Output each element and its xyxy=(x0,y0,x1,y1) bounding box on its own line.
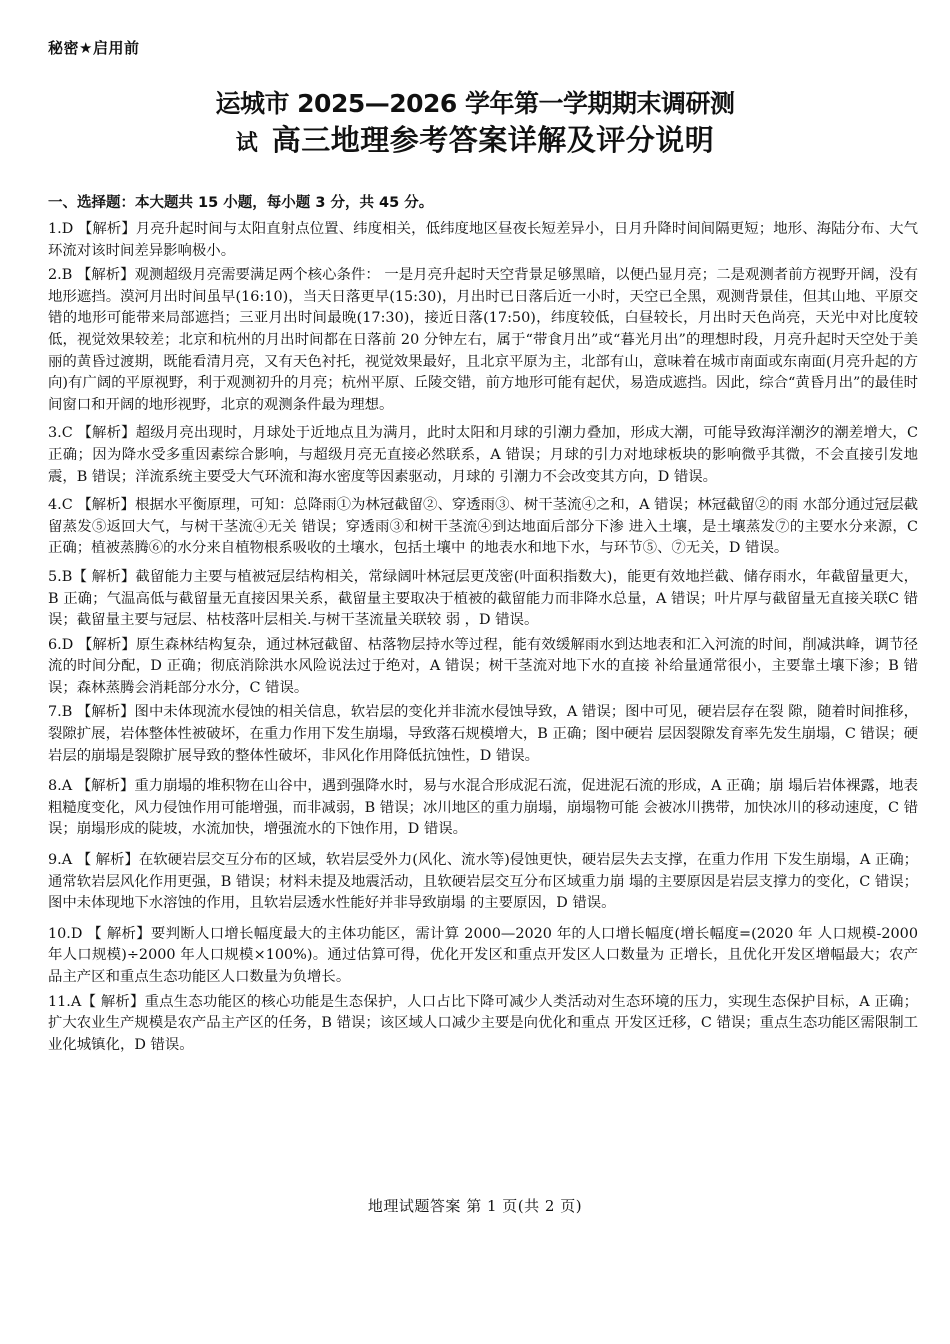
answer-item-8: 8.A 【解析】重力崩塌的堆积物在山谷中，遇到强降水时，易与水混合形成泥石流，促进泥石流的形成，A 正确；崩 塌后岩体裸露，地表粗糙度变化，风力侵蚀作用可能增强，而非减弱，B 错误；冰川地区的重力崩塌，崩塌物可能 会被冰川携带，加快冰川的移动速度，C 错误；崩塌形成的陡坡，水流加快，增强流水的下蚀作用，D 错误。 xyxy=(48,778,918,838)
section-heading: 一、选择题：本大题共 15 小题，每小题 3 分，共 45 分。 xyxy=(48,195,434,211)
document-title-line1: 运城市 2025—2026 学年第一学期期末调研测 xyxy=(215,89,735,118)
secret-mark: 秘密★启用前 xyxy=(48,39,140,57)
answer-item-10: 10.D 【 解析】要判断人口增长幅度最大的主体功能区，需计算 2000—2020 年的人口增长幅度(增长幅度=(2020 年 人口规模-2000 年人口规模)÷2000 年人口规模×100%)。通过估算可得，优化开发区和重点开发区人口数量为 正增长，且优化开发区增幅最大；农产品主产区和重点生态功能区人口数量为负增长。 xyxy=(48,925,918,985)
answer-item-4: 4.C 【解析】根据水平衡原理，可知：总降雨①为林冠截留②、穿透雨③、树干茎流④之和，A 错误；林冠截留②的雨 水部分通过冠层截留蒸发⑤返回大气，与树干茎流④无关 错误；穿透雨③和树干茎流④到达地面后部分下渗 进入土壤，是土壤蒸发⑦的主要水分来源，C 正确；植被蒸腾⑥的水分来自植物根系吸收的土壤水，包括土壤中 的地表水和地下水，与环节⑤、⑦无关，D 错误。 xyxy=(48,497,918,557)
title-line2-prefix: 试 xyxy=(235,131,258,156)
answer-item-7: 7.B 【解析】图中未体现流水侵蚀的相关信息，软岩层的变化并非流水侵蚀导致，A 错误；图中可见，硬岩层存在裂 隙，随着时间推移，裂隙扩展，岩体整体性被破坏，在重力作用下发生崩塌，导致落石规模增大，B 正确；图中硬岩 层因裂隙发育率先发生崩塌，C 错误；硬岩层的崩塌是裂隙扩展导致的整体性破坏，非风化作用降低抗蚀性，D 错误。 xyxy=(48,704,918,764)
answer-item-2: 2.B 【解析】观测超级月亮需要满足两个核心条件： 一是月亮升起时天空背景足够黑暗，以便凸显月亮；二是观测者前方视野开阔，没有地形遮挡。漠河月出时间虽早(16:10)，当天日落更早(15:30)，月出时已日落后近一小时，天空已全黑，观测背景佳，但其山地、平原交错的地形可能带来局部遮挡；三亚月出时间最晚(17:30)，接近日落(17:50)，纬度较低，白昼较长，月出时天色尚亮，天光中对比度较低，视觉效果较差；北京和杭州的月出时间都在日落前 20 分钟左右，属于“带食月出”或“暮光月出”的理想时段，月亮升起时天空处于美丽的黄昏过渡期，既能看清月亮，又有天色衬托，视觉效果最好，且北京平原为主，北部有山，意味着在城市南面或东南面(月亮升起的方向)有广阔的平原视野，利于观测初升的月亮；杭州平原、丘陵交错，前方地形可能有起伏，易造成遮挡。因此，综合“黄昏月出”的最佳时间窗口和开阔的地形视野，北京的观测条件最为理想。 xyxy=(48,267,918,413)
answer-item-11: 11.A【 解析】重点生态功能区的核心功能是生态保护，人口占比下降可减少人类活动对生态环境的压力，实现生态保护目标，A 正确；扩大农业生产规模是农产品主产区的任务，B 错误；该区域人口减少主要是向优化和重点 开发区迁移，C 错误；重点生态功能区需限制工业化城镇化，D 错误。 xyxy=(48,993,918,1053)
title-line2-main: 高三地理参考答案详解及评分说明 xyxy=(271,123,715,157)
answer-list xyxy=(48,219,918,1056)
answer-item-6: 6.D 【解析】原生森林结构复杂，通过林冠截留、枯落物层持水等过程，能有效缓解雨水到达地表和汇入河流的时间，削减洪峰，调节径流的时间分配，D 正确；彻底消除洪水风险说法过于绝对，A 错误；树干茎流对地下水的直接 补给量通常很小，主要靠土壤下渗；B 错误；森林蒸腾会消耗部分水分，C 错误。 xyxy=(48,636,918,696)
answer-item-5: 5.B【 解析】截留能力主要与植被冠层结构相关，常绿阔叶林冠层更茂密(叶面积指数大)，能更有效地拦截、储存雨水，年截留量更大，B 正确；气温高低与截留量无直接因果关系，截留量主要取决于植被的截留能力而非降水总量，A 错误；叶片厚与截留量无直接关联C 错误；截留量主要与冠层、枯枝落叶层相关.与树干茎流量关联较 弱 ，D 错误。 xyxy=(48,568,918,629)
page-footer: 地理试题答案 第 1 页(共 2 页) xyxy=(367,1197,583,1215)
answer-item-1: 1.D 【解析】月亮升起时间与太阳直射点位置、纬度相关，低纬度地区昼夜长短差异小，日月升降时间间隔更短；地形、海陆分布、大气环流对该时间差异影响极小。 xyxy=(48,221,918,259)
document-title-line2 xyxy=(0,118,950,159)
answer-item-9: 9.A 【 解析】在软硬岩层交互分布的区域，软岩层受外力(风化、流水等)侵蚀更快，硬岩层失去支撑，在重力作用 下发生崩塌，A 正确；通常软岩层风化作用更强，B 错误；材料未提及地震活动，且软硬岩层交互分布区域重力崩 塌的主要原因是岩层支撑力的变化，C 错误；图中未体现地下水溶蚀的作用，且软岩层透水性能好并非导致崩塌 的主要原因，D 错误。 xyxy=(48,852,918,912)
answer-item-3: 3.C 【解析】超级月亮出现时，月球处于近地点且为满月，此时太阳和月球的引潮力叠加，形成大潮，可能导致海洋潮汐的潮差增大，C 正确；因为降水受多重因素综合影响，与超级月亮无直接必然联系，A 错误；月球的引力对地球板块的影响微乎其微，不会直接引发地震，B 错误；洋流系统主要受大气环流和海水密度等因素驱动，月球的 引潮力不会改变其方向，D 错误。 xyxy=(48,425,918,485)
